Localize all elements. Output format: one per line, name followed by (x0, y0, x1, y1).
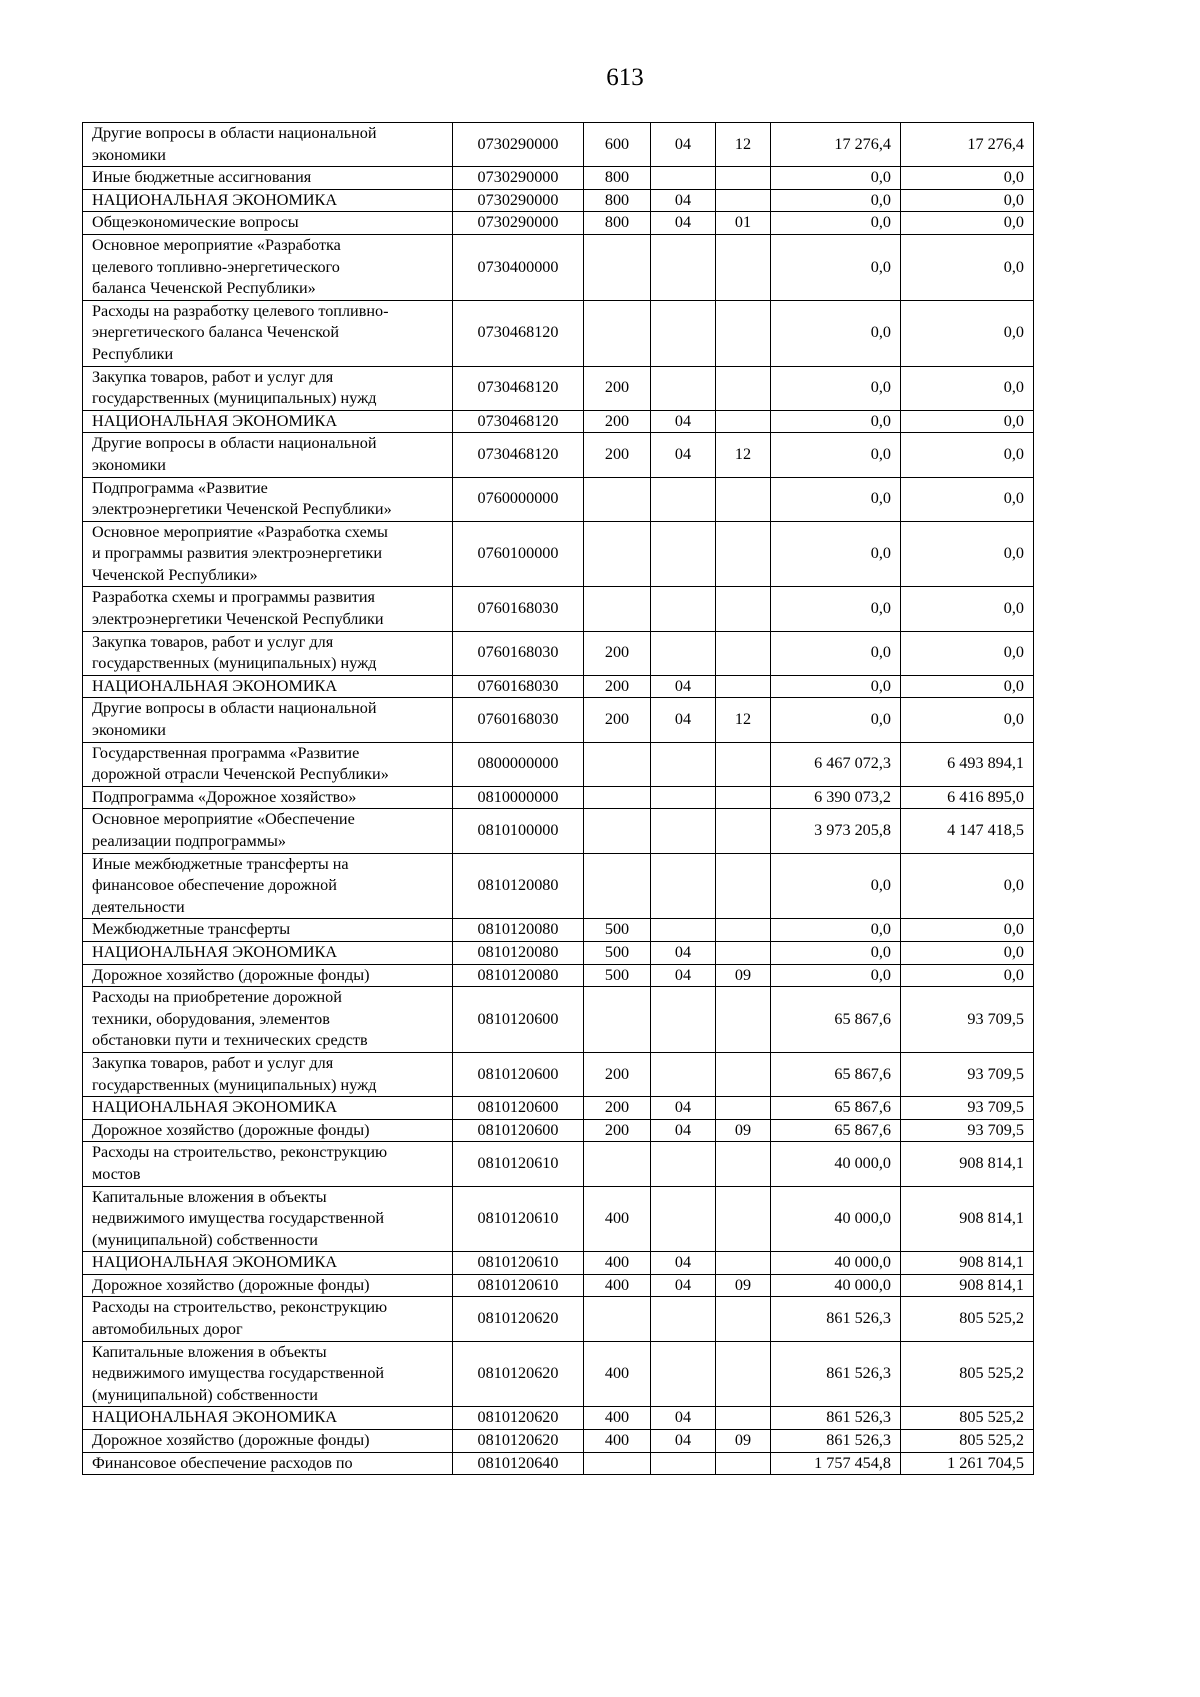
cell-amount-year-2: 0,0 (901, 631, 1034, 675)
cell-section (651, 167, 716, 190)
cell-expense-type: 400 (584, 1341, 651, 1407)
cell-subsection: 09 (716, 1119, 771, 1142)
cell-target-code: 0760000000 (453, 477, 584, 521)
cell-expense-type (584, 587, 651, 631)
cell-amount-year-1: 0,0 (771, 477, 901, 521)
cell-amount-year-2: 805 525,2 (901, 1430, 1034, 1453)
cell-amount-year-1: 0,0 (771, 675, 901, 698)
cell-amount-year-1: 861 526,3 (771, 1430, 901, 1453)
cell-subsection (716, 941, 771, 964)
cell-amount-year-2: 0,0 (901, 964, 1034, 987)
cell-target-code: 0810120080 (453, 964, 584, 987)
cell-amount-year-2: 0,0 (901, 941, 1034, 964)
cell-amount-year-2: 1 261 704,5 (901, 1452, 1034, 1475)
cell-subsection (716, 809, 771, 853)
cell-amount-year-2: 0,0 (901, 410, 1034, 433)
page-number: 613 (606, 64, 644, 91)
cell-target-code: 0810100000 (453, 809, 584, 853)
cell-subsection (716, 1186, 771, 1252)
cell-subsection (716, 786, 771, 809)
cell-section: 04 (651, 1119, 716, 1142)
cell-target-code: 0810120620 (453, 1407, 584, 1430)
cell-amount-year-2: 93 709,5 (901, 1052, 1034, 1096)
cell-section: 04 (651, 1274, 716, 1297)
cell-expense-type: 400 (584, 1186, 651, 1252)
table-row (83, 742, 1034, 786)
cell-item-name: Закупка товаров, работ и услуг для государственных (муниципальных) нужд (83, 1052, 453, 1096)
cell-expense-type: 200 (584, 410, 651, 433)
cell-expense-type (584, 300, 651, 366)
table-row (83, 809, 1034, 853)
table-row (83, 1452, 1034, 1475)
cell-expense-type: 200 (584, 366, 651, 410)
table-row (83, 1341, 1034, 1407)
cell-item-name: Разработка схемы и программы развития электроэнергетики Чеченской Республики (83, 587, 453, 631)
table-row (83, 964, 1034, 987)
cell-amount-year-2: 0,0 (901, 521, 1034, 587)
cell-target-code: 0810120080 (453, 853, 584, 919)
cell-expense-type: 200 (584, 433, 651, 477)
cell-section: 04 (651, 1430, 716, 1453)
cell-amount-year-1: 0,0 (771, 631, 901, 675)
cell-expense-type (584, 234, 651, 300)
cell-section: 04 (651, 1097, 716, 1120)
cell-section: 04 (651, 212, 716, 235)
cell-subsection (716, 477, 771, 521)
cell-amount-year-2: 0,0 (901, 675, 1034, 698)
cell-section: 04 (651, 675, 716, 698)
cell-expense-type: 200 (584, 1119, 651, 1142)
cell-section (651, 1142, 716, 1186)
cell-target-code: 0810120640 (453, 1452, 584, 1475)
cell-amount-year-1: 0,0 (771, 300, 901, 366)
cell-item-name: Другие вопросы в области национальной экономики (83, 123, 453, 167)
cell-amount-year-2: 0,0 (901, 587, 1034, 631)
table-row (83, 366, 1034, 410)
cell-target-code: 0810120610 (453, 1252, 584, 1275)
cell-section (651, 742, 716, 786)
table-row (83, 587, 1034, 631)
cell-expense-type: 400 (584, 1274, 651, 1297)
table-row (83, 410, 1034, 433)
cell-expense-type (584, 809, 651, 853)
cell-item-name: Подпрограмма «Развитие электроэнергетики Чеченской Республики» (83, 477, 453, 521)
cell-expense-type (584, 1297, 651, 1341)
cell-expense-type (584, 477, 651, 521)
cell-item-name: Основное мероприятие «Разработка целевого топливно-энергетического баланса Чеченской Республики» (83, 234, 453, 300)
cell-item-name: Другие вопросы в области национальной экономики (83, 698, 453, 742)
cell-expense-type: 800 (584, 189, 651, 212)
cell-item-name: НАЦИОНАЛЬНАЯ ЭКОНОМИКА (83, 189, 453, 212)
cell-item-name: Дорожное хозяйство (дорожные фонды) (83, 1274, 453, 1297)
cell-amount-year-1: 0,0 (771, 964, 901, 987)
cell-item-name: Межбюджетные трансферты (83, 919, 453, 942)
cell-amount-year-1: 3 973 205,8 (771, 809, 901, 853)
cell-subsection (716, 1052, 771, 1096)
table-row (83, 1052, 1034, 1096)
cell-amount-year-2: 0,0 (901, 853, 1034, 919)
table-row (83, 987, 1034, 1053)
cell-subsection (716, 1142, 771, 1186)
table-row (83, 853, 1034, 919)
cell-item-name: Капитальные вложения в объекты недвижимого имущества государственной (муниципальной) собственности (83, 1186, 453, 1252)
cell-item-name: Основное мероприятие «Разработка схемы и программы развития электроэнергетики Чеченской Республики» (83, 521, 453, 587)
cell-subsection (716, 742, 771, 786)
cell-amount-year-1: 0,0 (771, 189, 901, 212)
cell-target-code: 0760168030 (453, 587, 584, 631)
cell-subsection (716, 167, 771, 190)
cell-amount-year-2: 908 814,1 (901, 1274, 1034, 1297)
cell-amount-year-1: 65 867,6 (771, 1052, 901, 1096)
cell-amount-year-2: 0,0 (901, 300, 1034, 366)
cell-amount-year-1: 40 000,0 (771, 1252, 901, 1275)
cell-amount-year-1: 40 000,0 (771, 1186, 901, 1252)
cell-amount-year-1: 0,0 (771, 521, 901, 587)
cell-amount-year-2: 17 276,4 (901, 123, 1034, 167)
cell-section (651, 1341, 716, 1407)
cell-item-name: Финансовое обеспечение расходов по (83, 1452, 453, 1475)
cell-item-name: Капитальные вложения в объекты недвижимого имущества государственной (муниципальной) собственности (83, 1341, 453, 1407)
cell-target-code: 0760168030 (453, 675, 584, 698)
cell-target-code: 0810120620 (453, 1341, 584, 1407)
cell-subsection (716, 987, 771, 1053)
cell-section (651, 1052, 716, 1096)
cell-subsection: 12 (716, 123, 771, 167)
table-row (83, 941, 1034, 964)
cell-item-name: Государственная программа «Развитие дорожной отрасли Чеченской Республики» (83, 742, 453, 786)
cell-amount-year-1: 6 390 073,2 (771, 786, 901, 809)
cell-item-name: Расходы на строительство, реконструкцию мостов (83, 1142, 453, 1186)
cell-amount-year-1: 861 526,3 (771, 1407, 901, 1430)
cell-item-name: Основное мероприятие «Обеспечение реализации подпрограммы» (83, 809, 453, 853)
table-row (83, 1097, 1034, 1120)
table-row (83, 234, 1034, 300)
cell-section (651, 853, 716, 919)
cell-section: 04 (651, 1252, 716, 1275)
cell-item-name: НАЦИОНАЛЬНАЯ ЭКОНОМИКА (83, 1407, 453, 1430)
cell-expense-type: 200 (584, 1052, 651, 1096)
cell-amount-year-2: 93 709,5 (901, 1097, 1034, 1120)
table-row (83, 1430, 1034, 1453)
cell-amount-year-2: 6 493 894,1 (901, 742, 1034, 786)
cell-expense-type: 400 (584, 1407, 651, 1430)
cell-subsection: 09 (716, 1274, 771, 1297)
cell-expense-type (584, 742, 651, 786)
table-row (83, 698, 1034, 742)
cell-amount-year-2: 6 416 895,0 (901, 786, 1034, 809)
cell-expense-type (584, 786, 651, 809)
budget-table (82, 122, 1034, 1475)
cell-section (651, 809, 716, 853)
cell-section (651, 587, 716, 631)
cell-section (651, 300, 716, 366)
cell-item-name: Иные межбюджетные трансферты на финансовое обеспечение дорожной деятельности (83, 853, 453, 919)
cell-subsection (716, 1297, 771, 1341)
cell-amount-year-1: 6 467 072,3 (771, 742, 901, 786)
cell-amount-year-1: 0,0 (771, 919, 901, 942)
cell-amount-year-2: 908 814,1 (901, 1186, 1034, 1252)
cell-section (651, 234, 716, 300)
cell-amount-year-2: 0,0 (901, 698, 1034, 742)
cell-item-name: Закупка товаров, работ и услуг для государственных (муниципальных) нужд (83, 631, 453, 675)
cell-subsection (716, 366, 771, 410)
cell-expense-type: 500 (584, 919, 651, 942)
cell-amount-year-1: 0,0 (771, 853, 901, 919)
table-row (83, 1142, 1034, 1186)
cell-item-name: Другие вопросы в области национальной экономики (83, 433, 453, 477)
cell-section (651, 919, 716, 942)
cell-subsection (716, 919, 771, 942)
cell-target-code: 0730290000 (453, 212, 584, 235)
cell-item-name: Общеэкономические вопросы (83, 212, 453, 235)
cell-target-code: 0730400000 (453, 234, 584, 300)
cell-item-name: НАЦИОНАЛЬНАЯ ЭКОНОМИКА (83, 1252, 453, 1275)
cell-amount-year-1: 0,0 (771, 698, 901, 742)
cell-amount-year-2: 908 814,1 (901, 1142, 1034, 1186)
table-row (83, 212, 1034, 235)
cell-expense-type: 400 (584, 1430, 651, 1453)
cell-target-code: 0760100000 (453, 521, 584, 587)
table-row (83, 300, 1034, 366)
table-row (83, 123, 1034, 167)
cell-amount-year-2: 0,0 (901, 433, 1034, 477)
cell-target-code: 0730468120 (453, 366, 584, 410)
cell-subsection (716, 1252, 771, 1275)
cell-expense-type: 500 (584, 941, 651, 964)
cell-amount-year-1: 0,0 (771, 433, 901, 477)
cell-target-code: 0810120600 (453, 1097, 584, 1120)
cell-amount-year-2: 908 814,1 (901, 1252, 1034, 1275)
cell-subsection (716, 1341, 771, 1407)
cell-target-code: 0810120600 (453, 1052, 584, 1096)
cell-section (651, 987, 716, 1053)
cell-section (651, 1297, 716, 1341)
cell-target-code: 0810120610 (453, 1274, 584, 1297)
cell-amount-year-1: 0,0 (771, 941, 901, 964)
cell-item-name: Дорожное хозяйство (дорожные фонды) (83, 1430, 453, 1453)
cell-target-code: 0730290000 (453, 189, 584, 212)
cell-expense-type (584, 853, 651, 919)
table-row (83, 477, 1034, 521)
cell-section (651, 521, 716, 587)
cell-subsection (716, 853, 771, 919)
cell-amount-year-2: 0,0 (901, 234, 1034, 300)
cell-subsection (716, 675, 771, 698)
cell-amount-year-2: 0,0 (901, 189, 1034, 212)
cell-amount-year-2: 93 709,5 (901, 987, 1034, 1053)
cell-item-name: Расходы на строительство, реконструкцию автомобильных дорог (83, 1297, 453, 1341)
cell-section (651, 1186, 716, 1252)
cell-section: 04 (651, 433, 716, 477)
cell-item-name: Дорожное хозяйство (дорожные фонды) (83, 964, 453, 987)
cell-target-code: 0810120620 (453, 1297, 584, 1341)
cell-amount-year-2: 0,0 (901, 212, 1034, 235)
cell-expense-type: 200 (584, 631, 651, 675)
cell-subsection: 12 (716, 433, 771, 477)
table-row (83, 1252, 1034, 1275)
table-row (83, 1186, 1034, 1252)
cell-amount-year-2: 93 709,5 (901, 1119, 1034, 1142)
table-body (83, 123, 1034, 1475)
cell-subsection (716, 410, 771, 433)
cell-target-code: 0810120610 (453, 1142, 584, 1186)
cell-subsection: 01 (716, 212, 771, 235)
cell-amount-year-1: 0,0 (771, 234, 901, 300)
table-row (83, 1297, 1034, 1341)
cell-target-code: 0730468120 (453, 410, 584, 433)
cell-amount-year-2: 0,0 (901, 919, 1034, 942)
table-row (83, 189, 1034, 212)
cell-amount-year-2: 0,0 (901, 167, 1034, 190)
cell-section (651, 1452, 716, 1475)
cell-expense-type: 200 (584, 675, 651, 698)
cell-subsection (716, 521, 771, 587)
cell-section: 04 (651, 964, 716, 987)
cell-amount-year-1: 17 276,4 (771, 123, 901, 167)
cell-item-name: НАЦИОНАЛЬНАЯ ЭКОНОМИКА (83, 941, 453, 964)
cell-item-name: Расходы на разработку целевого топливно- энергетического баланса Чеченской Республики (83, 300, 453, 366)
cell-expense-type: 600 (584, 123, 651, 167)
cell-amount-year-1: 0,0 (771, 366, 901, 410)
cell-item-name: Расходы на приобретение дорожной техники, оборудования, элементов обстановки пути и технических средств (83, 987, 453, 1053)
cell-target-code: 0730290000 (453, 167, 584, 190)
cell-item-name: НАЦИОНАЛЬНАЯ ЭКОНОМИКА (83, 410, 453, 433)
cell-amount-year-1: 0,0 (771, 212, 901, 235)
cell-target-code: 0810120600 (453, 1119, 584, 1142)
cell-target-code: 0810120610 (453, 1186, 584, 1252)
cell-section: 04 (651, 123, 716, 167)
table-row (83, 786, 1034, 809)
cell-expense-type: 400 (584, 1252, 651, 1275)
cell-target-code: 0810120080 (453, 941, 584, 964)
cell-expense-type (584, 521, 651, 587)
cell-section (651, 477, 716, 521)
cell-target-code: 0810120600 (453, 987, 584, 1053)
cell-target-code: 0730468120 (453, 433, 584, 477)
cell-item-name: Закупка товаров, работ и услуг для государственных (муниципальных) нужд (83, 366, 453, 410)
cell-subsection (716, 631, 771, 675)
cell-subsection (716, 234, 771, 300)
cell-target-code: 0730290000 (453, 123, 584, 167)
cell-amount-year-2: 805 525,2 (901, 1297, 1034, 1341)
cell-target-code: 0810120620 (453, 1430, 584, 1453)
cell-amount-year-1: 1 757 454,8 (771, 1452, 901, 1475)
cell-expense-type (584, 1142, 651, 1186)
cell-amount-year-2: 0,0 (901, 366, 1034, 410)
cell-expense-type (584, 987, 651, 1053)
table-row (83, 167, 1034, 190)
cell-target-code: 0760168030 (453, 698, 584, 742)
table-row (83, 1119, 1034, 1142)
table-row (83, 1274, 1034, 1297)
table-row (83, 631, 1034, 675)
table-row (83, 675, 1034, 698)
cell-subsection (716, 189, 771, 212)
cell-amount-year-1: 0,0 (771, 167, 901, 190)
cell-target-code: 0760168030 (453, 631, 584, 675)
cell-subsection (716, 300, 771, 366)
cell-expense-type: 200 (584, 1097, 651, 1120)
cell-item-name: Подпрограмма «Дорожное хозяйство» (83, 786, 453, 809)
cell-item-name: Иные бюджетные ассигнования (83, 167, 453, 190)
cell-expense-type: 200 (584, 698, 651, 742)
cell-expense-type: 800 (584, 212, 651, 235)
cell-subsection (716, 1097, 771, 1120)
cell-target-code: 0800000000 (453, 742, 584, 786)
cell-target-code: 0810120080 (453, 919, 584, 942)
cell-section (651, 631, 716, 675)
cell-amount-year-1: 65 867,6 (771, 987, 901, 1053)
table-row (83, 919, 1034, 942)
cell-item-name: НАЦИОНАЛЬНАЯ ЭКОНОМИКА (83, 1097, 453, 1120)
table-row (83, 1407, 1034, 1430)
cell-amount-year-1: 65 867,6 (771, 1097, 901, 1120)
cell-amount-year-2: 805 525,2 (901, 1407, 1034, 1430)
cell-section (651, 366, 716, 410)
cell-amount-year-1: 0,0 (771, 410, 901, 433)
cell-subsection (716, 1407, 771, 1430)
cell-item-name: НАЦИОНАЛЬНАЯ ЭКОНОМИКА (83, 675, 453, 698)
table-row (83, 433, 1034, 477)
cell-amount-year-2: 0,0 (901, 477, 1034, 521)
cell-section: 04 (651, 698, 716, 742)
cell-subsection: 12 (716, 698, 771, 742)
cell-section: 04 (651, 1407, 716, 1430)
cell-expense-type: 500 (584, 964, 651, 987)
table-row (83, 521, 1034, 587)
cell-amount-year-1: 0,0 (771, 587, 901, 631)
cell-target-code: 0810000000 (453, 786, 584, 809)
cell-subsection: 09 (716, 1430, 771, 1453)
cell-subsection: 09 (716, 964, 771, 987)
cell-amount-year-1: 65 867,6 (771, 1119, 901, 1142)
cell-expense-type: 800 (584, 167, 651, 190)
cell-amount-year-2: 805 525,2 (901, 1341, 1034, 1407)
cell-expense-type (584, 1452, 651, 1475)
cell-amount-year-1: 40 000,0 (771, 1142, 901, 1186)
cell-amount-year-1: 861 526,3 (771, 1297, 901, 1341)
cell-amount-year-1: 861 526,3 (771, 1341, 901, 1407)
cell-section: 04 (651, 410, 716, 433)
cell-amount-year-1: 40 000,0 (771, 1274, 901, 1297)
cell-target-code: 0730468120 (453, 300, 584, 366)
cell-amount-year-2: 4 147 418,5 (901, 809, 1034, 853)
cell-subsection (716, 1452, 771, 1475)
cell-section (651, 786, 716, 809)
cell-item-name: Дорожное хозяйство (дорожные фонды) (83, 1119, 453, 1142)
cell-section: 04 (651, 189, 716, 212)
cell-subsection (716, 587, 771, 631)
cell-section: 04 (651, 941, 716, 964)
